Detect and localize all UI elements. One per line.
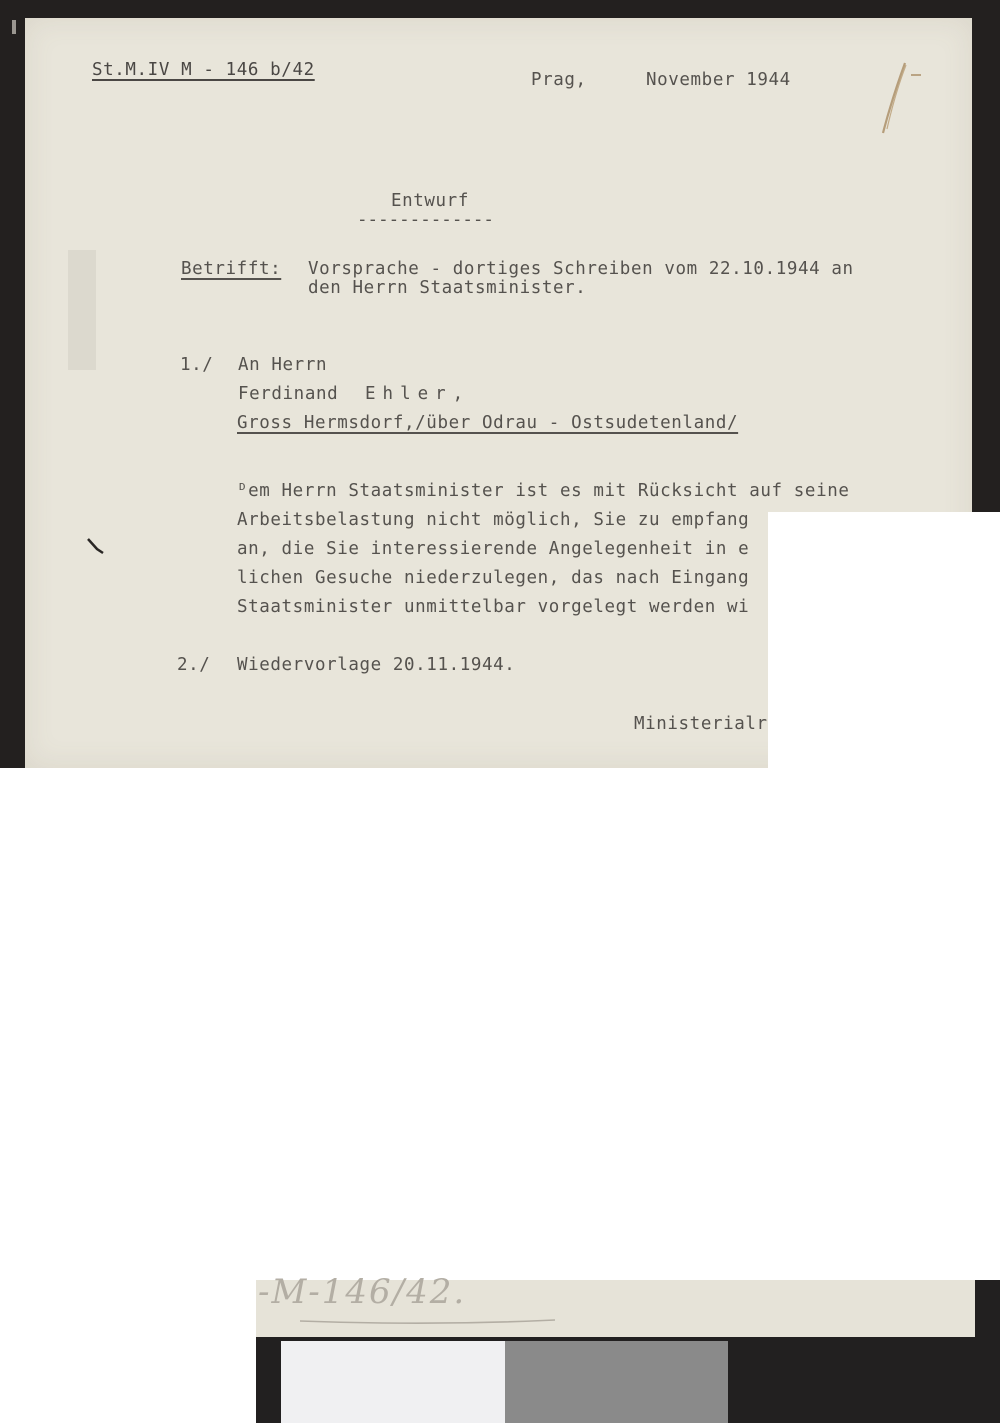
address-first-name: Ferdinand	[238, 384, 339, 404]
resubmission-date: Wiedervorlage 20.11.1944.	[237, 655, 516, 675]
paper-shadow	[68, 250, 96, 370]
blank-region	[768, 512, 1000, 768]
address-surname: Ehler,	[365, 384, 471, 404]
title-rule: -------------	[357, 210, 494, 230]
body-line: Staatsminister unmittelbar vorgelegt werden wi	[237, 597, 750, 617]
address-salutation: An Herrn	[238, 355, 328, 375]
place: Prag,	[531, 70, 587, 90]
handwritten-underline	[300, 1318, 560, 1326]
body-line: an, die Sie interessierende Angelegenheit in e	[237, 539, 750, 559]
item-number: 2./	[177, 655, 211, 675]
body-line: Arbeitsbelastung nicht möglich, Sie zu empfang	[237, 510, 750, 530]
address-location: Gross Hermsdorf,/über Odrau - Ostsudetenland/	[237, 413, 739, 433]
margin-check-mark	[85, 536, 107, 556]
document-title: Entwurf	[391, 191, 469, 211]
body-line: ᴰem Herrn Staatsminister ist es mit Rücksicht auf seine	[237, 481, 850, 501]
date: November 1944	[646, 70, 791, 90]
item-number: 1./	[180, 355, 214, 375]
scan-edge-mark	[12, 20, 16, 34]
signature-title: Ministerialr	[634, 714, 768, 734]
color-target-white	[281, 1341, 505, 1423]
body-line: lichen Gesuche niederzulegen, das nach Eingang	[237, 568, 750, 588]
subject-label: Betrifft:	[181, 259, 282, 279]
color-target-gray	[505, 1341, 728, 1423]
handwritten-reference: -M-146/42.	[258, 1272, 467, 1312]
subject-line: Vorsprache - dortiges Schreiben vom 22.10.1944 an	[308, 259, 854, 279]
handwritten-page-number	[875, 55, 935, 140]
subject-line: den Herrn Staatsminister.	[308, 278, 587, 298]
reference-number: St.M.IV M - 146 b/42	[92, 60, 315, 80]
